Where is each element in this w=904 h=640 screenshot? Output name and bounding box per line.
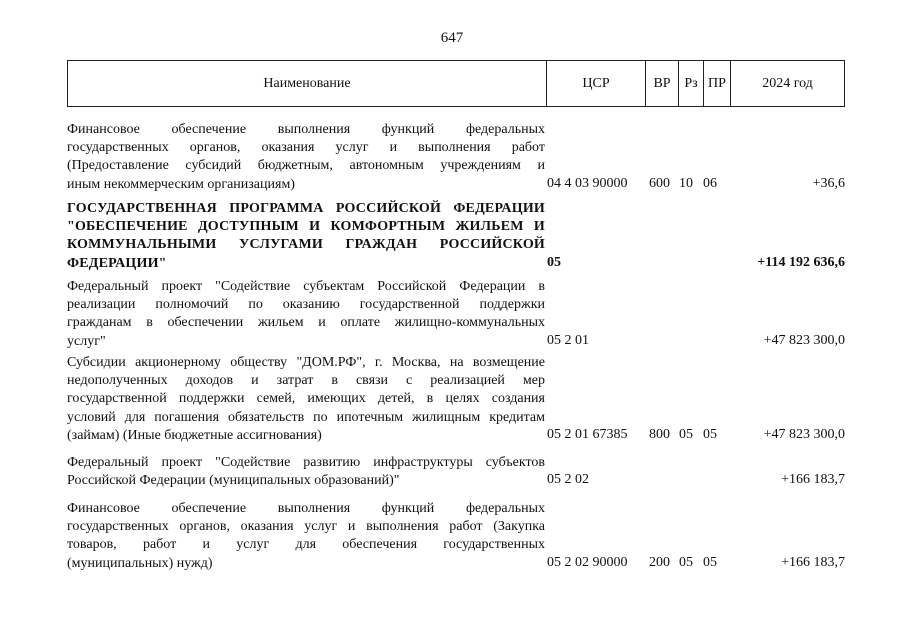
row-amount: +47 823 300,0 xyxy=(763,332,845,348)
row-vr: 200 xyxy=(649,554,670,570)
row-name-line: государственной поддержки семей, имеющих детей, в целях создания xyxy=(67,391,545,407)
row-name xyxy=(67,500,545,573)
row-csr: 04 4 03 90000 xyxy=(547,175,628,191)
row-name-line: Финансовое обеспечение выполнения функций федеральных xyxy=(67,122,545,137)
row-name-line: условий для погашения обязательств по ипотечным жилищным кредитам xyxy=(67,409,545,425)
row-name-line: государственных органов, оказания услуг и выполнения работ xyxy=(67,140,545,156)
row-name-line: реализации полномочий по оказанию государственной поддержки xyxy=(67,297,545,313)
row-csr: 05 2 01 xyxy=(547,332,589,348)
row-name-line: Субсидии акционерному обществу "ДОМ.РФ", г. Москва, на возмещение xyxy=(67,355,545,370)
row-name xyxy=(67,121,545,194)
row-name-line: ГОСУДАРСТВЕННАЯ ПРОГРАММА РОССИЙСКОЙ ФЕДЕРАЦИИ xyxy=(67,201,545,216)
row-vr: 600 xyxy=(649,175,670,191)
row-name-line: государственных органов, оказания услуг и выполнения работ (Закупка xyxy=(67,519,545,535)
row-name-line: Федеральный проект "Содействие развитию инфраструктуры субъектов xyxy=(67,455,545,470)
table-header xyxy=(67,60,845,107)
row-pr: 06 xyxy=(703,175,717,191)
row-name-line: Российской Федерации (муниципальных образований)" xyxy=(67,473,400,489)
row-csr: 05 2 02 xyxy=(547,472,589,488)
row-name-line: гражданам в обеспечении жильем и оплате жилищно-коммунальных xyxy=(67,315,545,331)
row-name xyxy=(67,354,545,445)
row-csr: 05 2 01 67385 xyxy=(547,426,628,442)
row-name-line: товаров, работ и услуг для обеспечения государственных xyxy=(67,537,545,553)
row-rz: 05 xyxy=(679,426,693,442)
row-name-line: иным некоммерческим организациям) xyxy=(67,176,295,192)
row-pr: 05 xyxy=(703,554,717,570)
header-name: Наименование xyxy=(68,61,547,106)
header-year: 2024 год xyxy=(762,75,813,91)
row-name-line: недополученных доходов и затрат в связи с реализацией мер xyxy=(67,373,545,389)
row-amount: +36,6 xyxy=(812,175,845,191)
row-name-line: услуг" xyxy=(67,333,106,349)
row-name-line: (Предоставление субсидий бюджетным, автономным учреждениям и xyxy=(67,158,545,174)
row-name-line: Федеральный проект "Содействие субъектам Российской Федерации в xyxy=(67,279,545,294)
row-name xyxy=(67,278,545,351)
row-name-line: КОММУНАЛЬНЫМИ УСЛУГАМИ ГРАЖДАН РОССИЙСКОЙ xyxy=(67,237,545,253)
header-vr: ВР xyxy=(646,61,679,106)
header-pr: ПР xyxy=(704,61,731,106)
row-rz: 05 xyxy=(679,554,693,570)
row-amount: +114 192 636,6 xyxy=(757,254,845,270)
row-name-line: (муниципальных) нужд) xyxy=(67,555,213,571)
row-amount: +47 823 300,0 xyxy=(763,426,845,442)
row-name-line: "ОБЕСПЕЧЕНИЕ ДОСТУПНЫМ И КОМФОРТНЫМ ЖИЛЬЕМ И xyxy=(67,219,545,235)
row-csr: 05 2 02 90000 xyxy=(547,554,628,570)
row-name-line: ФЕДЕРАЦИИ" xyxy=(67,255,167,271)
row-name-line: Финансовое обеспечение выполнения функций федеральных xyxy=(67,501,545,516)
row-name xyxy=(67,454,545,490)
header-rz: Рз xyxy=(679,61,704,106)
row-amount: +166 183,7 xyxy=(781,554,845,570)
header-csr: ЦСР xyxy=(547,61,646,106)
row-pr: 05 xyxy=(703,426,717,442)
row-name-line: (займам) (Иные бюджетные ассигнования) xyxy=(67,427,322,443)
row-csr: 05 xyxy=(547,254,561,270)
row-vr: 800 xyxy=(649,426,670,442)
row-rz: 10 xyxy=(679,175,693,191)
row-amount: +166 183,7 xyxy=(781,472,845,488)
row-name xyxy=(67,200,545,273)
page-number: 647 xyxy=(440,30,464,46)
